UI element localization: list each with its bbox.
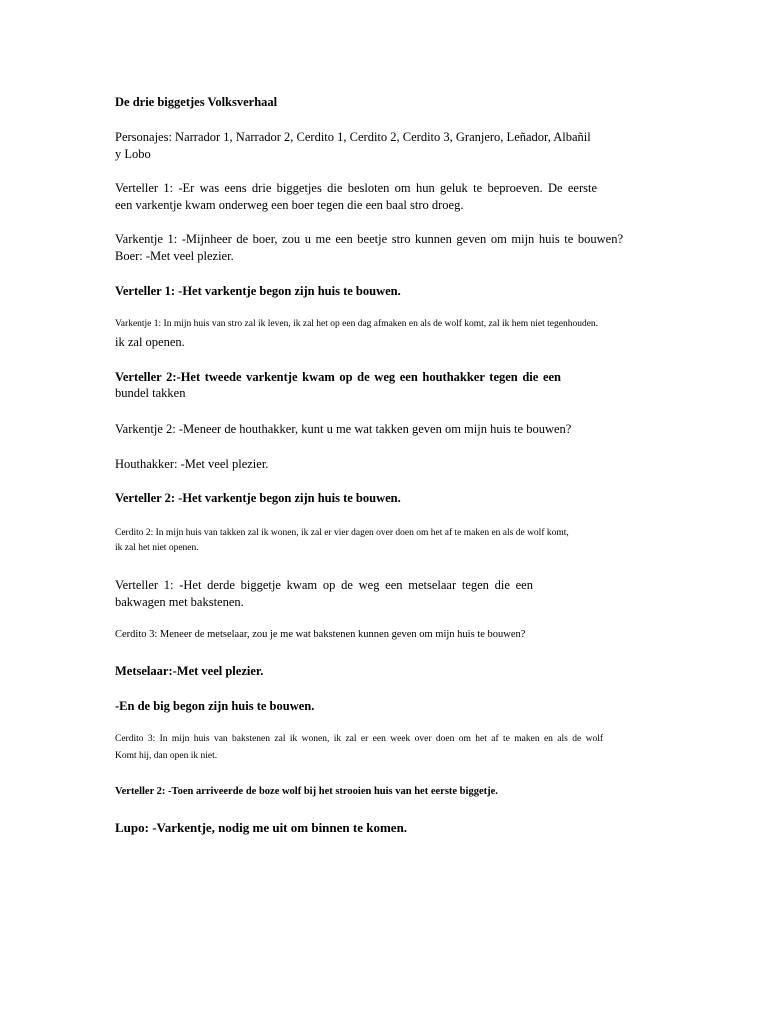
paragraph-line: Cerdito 3: Meneer de metselaar, zou je me wat bakstenen kunnen geven om mijn huis te bouwen? <box>115 629 526 640</box>
small-line: Varkentje 1: In mijn huis van stro zal ik leven, ik zal het op een dag afmaken en als de wolf komt, zal ik hem niet tegenhouden. <box>115 319 599 329</box>
paragraph-line: Varkentje 2: -Meneer de houthakker, kunt u me wat takken geven om mijn huis te bouwen? <box>115 422 572 436</box>
bold-line: Verteller 2: -Het varkentje begon zijn huis te bouwen. <box>115 491 401 505</box>
bold-line: Verteller 2: -Toen arriveerde de boze wolf bij het strooien huis van het eerste biggetje. <box>115 786 498 797</box>
bold-line: Lupo: -Varkentje, nodig me uit om binnen te komen. <box>115 820 408 835</box>
personajes-line-2: y Lobo <box>115 147 151 161</box>
paragraph-line: Houthakker: -Met veel plezier. <box>115 457 269 471</box>
paragraph-line: ik zal openen. <box>115 335 185 349</box>
small-line: Cerdito 2: In mijn huis van takken zal ik wonen, ik zal er vier dagen over doen om het af te maken en als de wolf komt, <box>115 528 569 538</box>
personajes-line-1: Personajes: Narrador 1, Narrador 2, Cerdito 1, Cerdito 2, Cerdito 3, Granjero, Leñador, Albañil <box>115 130 591 144</box>
paragraph-line: bundel takken <box>115 386 186 400</box>
small-line: ik zal het niet openen. <box>115 543 199 553</box>
bold-line: Verteller 2:-Het tweede varkentje kwam op de weg een houthakker tegen die een <box>115 370 561 384</box>
paragraph-line: een varkentje kwam onderweg een boer tegen die een baal stro droeg. <box>115 198 464 212</box>
paragraph-line: Verteller 1: -Het derde biggetje kwam op de weg een metselaar tegen die een <box>115 578 533 592</box>
paragraph-line: Verteller 1: -Er was eens drie biggetjes die besloten om hun geluk te beproeven. De eerste <box>115 181 597 195</box>
bold-line: Verteller 1: -Het varkentje begon zijn huis te bouwen. <box>115 284 401 298</box>
small-line: Cerdito 3: In mijn huis van bakstenen zal ik wonen, ik zal er een week over doen om het af te maken en als de wolf <box>115 734 603 744</box>
small-line: Komt hij, dan open ik niet. <box>115 751 218 761</box>
paragraph-line: Boer: -Met veel plezier. <box>115 249 234 263</box>
bold-line: -En de big begon zijn huis te bouwen. <box>115 699 315 713</box>
paragraph-line: Varkentje 1: -Mijnheer de boer, zou u me een beetje stro kunnen geven om mijn huis te bouwen? <box>115 232 623 246</box>
bold-line: Metselaar:-Met veel plezier. <box>115 664 264 678</box>
document-title: De drie biggetjes Volksverhaal <box>115 95 278 109</box>
paragraph-line: bakwagen met bakstenen. <box>115 595 244 609</box>
